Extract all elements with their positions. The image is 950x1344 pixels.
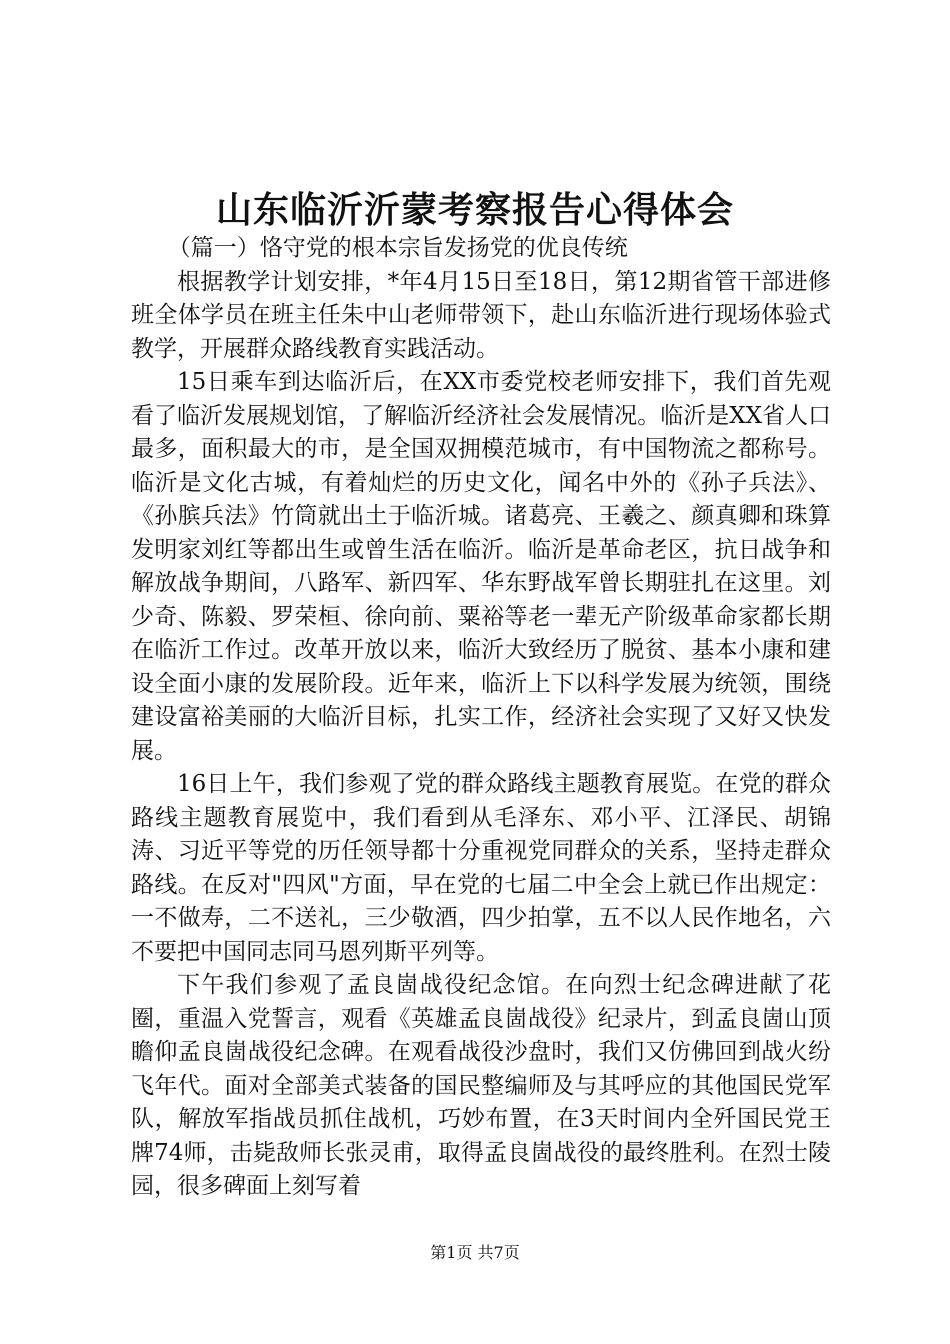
paragraph-2: 15日乘车到达临沂后，在XX市委党校老师安排下，我们首先观看了临沂发展规划馆，了解临沂经济社会发展情况。临沂是XX省人口最多，面积最大的市，是全国双拥模范城市，有中国物流之都称号。临沂是文化古城，有着灿烂的历史文化，闻名中外的《孙子兵法》、《孙膑兵法》竹筒就出土于临沂城。诸葛亮、王羲之、颜真卿和珠算发明家刘红等都出生或曾生活在临沂。临沂是革命老区，抗日战争和解放战争期间，八路军、新四军、华东野战军曾长期驻扎在这里。刘少奇、陈毅、罗荣桓、徐向前、粟裕等老一辈无产阶级革命家都长期在临沂工作过。改革开放以来，临沂大致经历了脱贫、基本小康和建设全面小康的发展阶段。近年来，临沂上下以科学发展为统领，围绕建设富裕美丽的大临沂目标，扎实工作，经济社会实现了又好又快发展。 [131,369,831,764]
paragraph-4: 下午我们参观了孟良崮战役纪念馆。在向烈士纪念碑进献了花圈，重温入党誓言，观看《英雄孟良崮战役》纪录片，到孟良崮山顶瞻仰孟良崮战役纪念碑。在观看战役沙盘时，我们又仿佛回到战火纷飞年代。面对全部美式装备的国民整编师及与其呼应的其他国民党军队，解放军指战员抓住战机，巧妙布置，在3天时间内全歼国民党王牌74师，击毙敌师长张灵甫，取得孟良崮战役的最终胜利。在烈士陵园，很多碑面上刻写着 [131,972,831,1199]
section-heading: （篇一）恪守党的根本宗旨发扬党的优良传统 [167,235,628,261]
page-footer: 第1页 共7页 [430,1243,520,1262]
document-title: 山东临沂沂蒙考察报告心得体会 [215,189,734,231]
paragraph-1: 根据教学计划安排，*年4月15日至18日，第12期省管干部进修班全体学员在班主任朱中山老师带领下，赴山东临沂进行现场体验式教学，开展群众路线教育实践活动。 [131,268,831,362]
paragraph-3: 16日上午，我们参观了党的群众路线主题教育展览。在党的群众路线主题教育展览中，我们看到从毛泽东、邓小平、江泽民、胡锦涛、习近平等党的历任领导都十分重视党同群众的关系，坚持走群众路线。在反对"四风"方面，早在党的七届二中全会上就已作出规定：一不做寿，二不送礼，三少敬酒，四少拍掌，五不以人民作地名，六不要把中国同志同马恩列斯平列等。 [131,771,831,965]
document-body [131,232,831,1204]
